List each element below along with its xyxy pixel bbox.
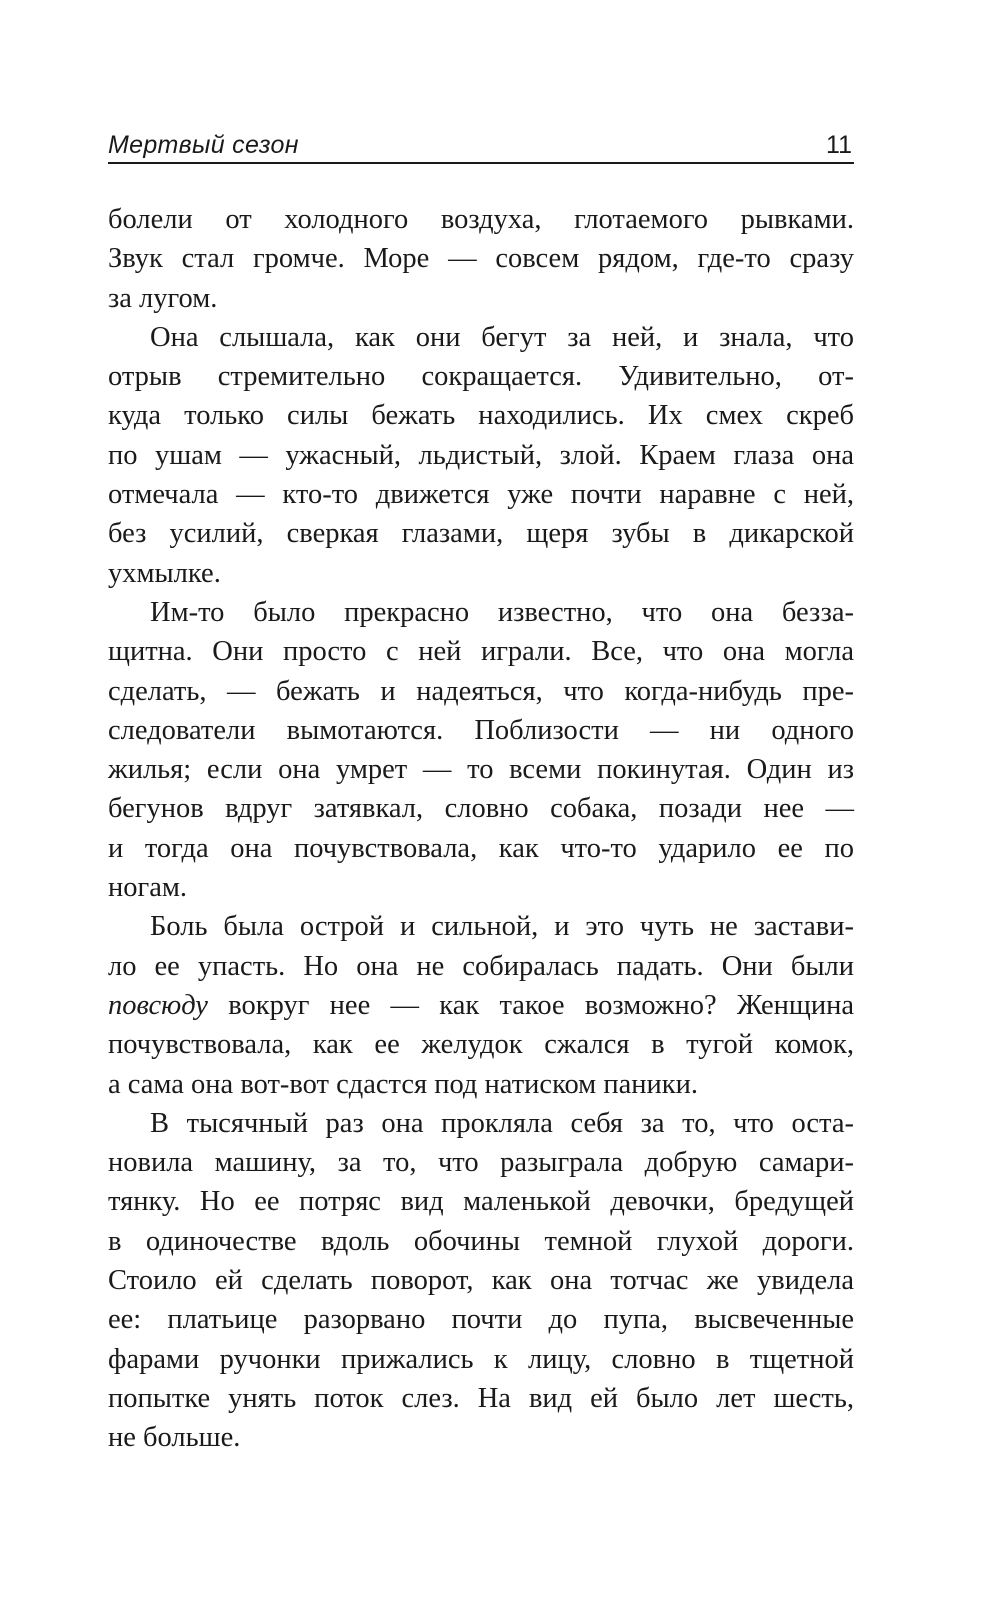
- text-line: почувствовала, как ее желудок сжался в тугой комок,: [108, 1029, 854, 1061]
- text-line: отрыв стремительно сокращается. Удивительно, от-: [108, 361, 854, 393]
- text-line: бегунов вдруг затявкал, словно собака, позади нее —: [108, 793, 854, 825]
- text-line: следователи вымотаются. Поблизости — ни одного: [108, 714, 854, 746]
- text-line: Она слышала, как они бегут за ней, и знала, что: [150, 321, 854, 353]
- running-head: [108, 120, 854, 164]
- paragraph: [108, 200, 854, 318]
- text-line-with-emphasis: [108, 986, 854, 1025]
- text-line: новила машину, за то, что разыграла добрую самари-: [108, 1147, 854, 1179]
- paragraph: [108, 318, 854, 593]
- text-line: В тысячный раз она прокляла себя за то, что оста-: [150, 1107, 854, 1139]
- text-line: сделать, — бежать и надеяться, что когда-нибудь пре-: [108, 675, 854, 707]
- paragraph: [108, 907, 854, 1103]
- text-line: Стоило ей сделать поворот, как она тотчас же увидела: [108, 1265, 854, 1297]
- paragraph: [108, 1104, 854, 1458]
- text-line: болели от холодного воздуха, глотаемого рывками.: [108, 204, 854, 235]
- text-line: жилья; если она умрет — то всеми покинутая. Один из: [108, 754, 854, 786]
- text-line: отмечала — кто-то движется уже почти наравне с ней,: [108, 479, 854, 511]
- paragraph: [108, 593, 854, 907]
- page-number: 11: [826, 131, 852, 159]
- text-line: без усилий, сверкая глазами, щеря зубы в дикарской: [108, 518, 854, 550]
- text-line: тянку. Но ее потряс вид маленькой девочки, бредущей: [108, 1186, 854, 1218]
- book-title: Мертвый сезон: [108, 131, 299, 159]
- text-line: Боль была острой и сильной, и это чуть не застави-: [150, 911, 854, 943]
- body-text: [108, 200, 854, 1458]
- text-line: за лугом.: [108, 282, 218, 314]
- text-line: ногам.: [108, 872, 188, 904]
- text-line: в одиночестве вдоль обочины темной глухой дороги.: [108, 1225, 854, 1257]
- text-line: по ушам — ужасный, льдистый, злой. Краем глаза она: [108, 439, 854, 471]
- text-line: попытке унять поток слез. На вид ей было лет шесть,: [108, 1382, 854, 1414]
- text-line: ло ее упасть. Но она не собиралась падать. Они были: [108, 950, 854, 982]
- text-line: ухмылке.: [108, 557, 221, 589]
- text-line: а сама она вот-вот сдастся под натиском паники.: [108, 1068, 698, 1100]
- text-line: ее: платьице разорвано почти до пупа, высвеченные: [108, 1304, 854, 1336]
- emphasized-word: повсюду: [108, 989, 208, 1021]
- text-line: щитна. Они просто с ней играли. Все, что она могла: [108, 636, 854, 668]
- text-line: и тогда она почувствовала, как что-то ударило ее по: [108, 832, 854, 864]
- text-line: куда только силы бежать находились. Их смех скреб: [108, 400, 854, 432]
- text-line: Звук стал громче. Море — совсем рядом, где-то сразу: [108, 243, 854, 275]
- text-fragment: вокруг нее — как такое возможно? Женщина: [207, 989, 854, 1021]
- book-page: [108, 120, 854, 1458]
- text-line: Им-то было прекрасно известно, что она безза-: [150, 596, 854, 628]
- text-line: фарами ручонки прижались к лицу, словно в тщетной: [108, 1343, 854, 1375]
- text-line: не больше.: [108, 1422, 241, 1454]
